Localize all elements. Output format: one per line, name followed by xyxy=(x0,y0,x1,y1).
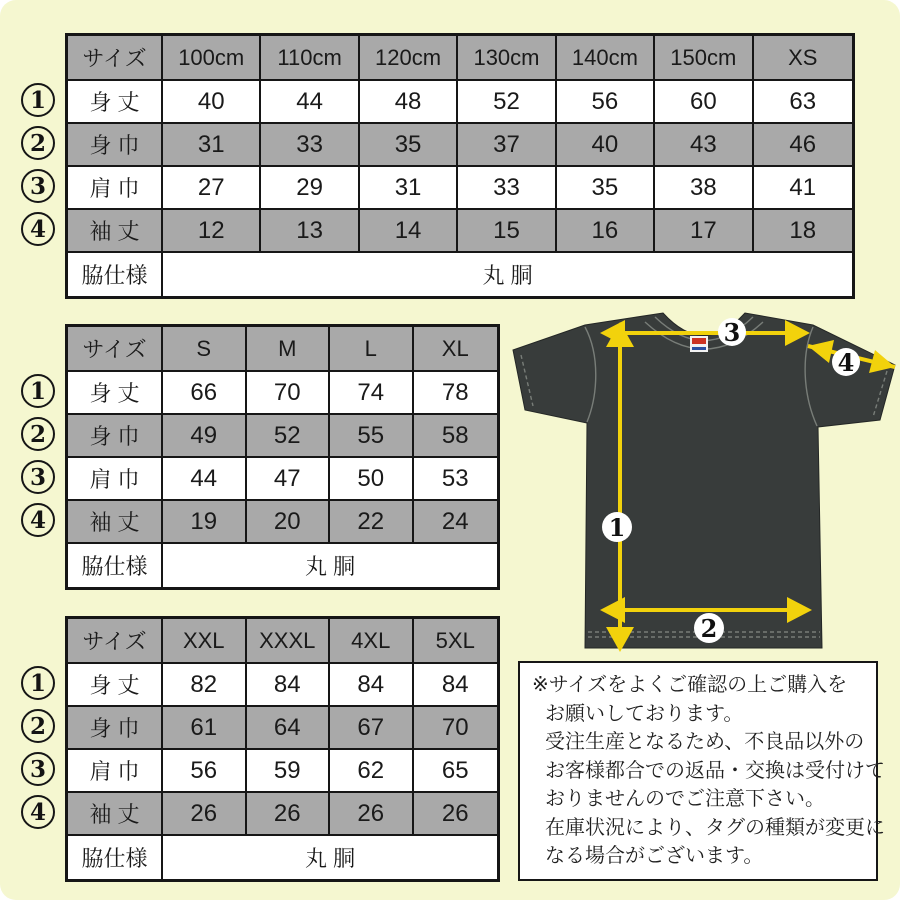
measure-value-kids-1-5: 60 xyxy=(655,81,753,124)
measure-value-kids-2-3: 37 xyxy=(458,124,556,167)
measure-value-kids-3-1: 29 xyxy=(261,167,359,210)
row-number-circle-adult-2: 2 xyxy=(21,417,55,451)
note-line-6: 在庫状況により、タグの種類が変更に xyxy=(545,816,885,839)
measure-label-kids-3: 肩 巾 xyxy=(68,167,163,210)
measure-value-adult-3-3: 53 xyxy=(414,458,498,501)
measure-value-plus-3-0: 56 xyxy=(163,750,247,793)
measure-value-plus-3-2: 62 xyxy=(330,750,414,793)
measure-value-plus-3-1: 59 xyxy=(247,750,331,793)
note-line-2: お願いしております。 xyxy=(545,702,744,725)
measure-value-kids-1-3: 52 xyxy=(458,81,556,124)
row-number-circle-kids-3: 3 xyxy=(21,169,55,203)
measure-value-plus-2-1: 64 xyxy=(247,707,331,750)
measure-label-kids-4: 袖 丈 xyxy=(68,210,163,253)
row-number-circle-adult-4: 4 xyxy=(21,503,55,537)
measure-value-plus-2-0: 61 xyxy=(163,707,247,750)
side-spec-row-plus xyxy=(68,836,497,879)
measure-value-kids-3-2: 31 xyxy=(360,167,458,210)
row-number-circle-plus-2: 2 xyxy=(21,709,55,743)
size-col-kids-120cm: 120cm xyxy=(360,36,458,81)
marker-1 xyxy=(602,512,632,542)
measure-label-adult-2: 身 巾 xyxy=(68,415,163,458)
row-number-circle-kids-2: 2 xyxy=(21,126,55,160)
measure-value-adult-4-2: 22 xyxy=(330,501,414,544)
marker-2 xyxy=(694,613,724,643)
measure-value-kids-2-0: 31 xyxy=(163,124,261,167)
measure-value-kids-2-1: 33 xyxy=(261,124,359,167)
measure-value-adult-1-3: 78 xyxy=(414,372,498,415)
measure-row-kids-4 xyxy=(68,210,852,253)
size-col-kids-130cm: 130cm xyxy=(458,36,556,81)
measure-value-adult-1-0: 66 xyxy=(163,372,247,415)
note-line-4: お客様都合での返品・交換は受付けて xyxy=(545,759,885,782)
size-col-kids-100cm: 100cm xyxy=(163,36,261,81)
measure-label-plus-3: 肩 巾 xyxy=(68,750,163,793)
measure-label-plus-1: 身 丈 xyxy=(68,664,163,707)
measure-row-kids-1 xyxy=(68,81,852,124)
side-spec-value-kids: 丸 胴 xyxy=(163,253,852,296)
measure-row-plus-4 xyxy=(68,793,497,836)
measure-label-adult-4: 袖 丈 xyxy=(68,501,163,544)
note-line-5: おりませんのでご注意下さい。 xyxy=(545,788,825,810)
purchase-note-box xyxy=(518,661,885,881)
measure-row-adult-2 xyxy=(68,415,497,458)
collar-tag xyxy=(690,336,708,352)
measure-value-kids-4-0: 12 xyxy=(163,210,261,253)
row-number-circle-kids-4: 4 xyxy=(21,212,55,246)
measure-value-plus-4-3: 26 xyxy=(414,793,498,836)
measure-value-kids-3-5: 38 xyxy=(655,167,753,210)
measure-value-adult-4-3: 24 xyxy=(414,501,498,544)
row-number-circle-adult-1: 1 xyxy=(21,374,55,408)
measure-value-adult-2-0: 49 xyxy=(163,415,247,458)
size-col-kids-150cm: 150cm xyxy=(655,36,753,81)
measure-row-plus-3 xyxy=(68,750,497,793)
size-col-plus-5XL: 5XL xyxy=(414,619,498,664)
measure-value-kids-3-0: 27 xyxy=(163,167,261,210)
measure-value-kids-3-3: 33 xyxy=(458,167,556,210)
side-spec-row-adult xyxy=(68,544,497,587)
measure-row-adult-4 xyxy=(68,501,497,544)
measure-value-kids-4-6: 18 xyxy=(754,210,852,253)
size-table-plus xyxy=(65,616,500,882)
size-col-plus-XXL: XXL xyxy=(163,619,247,664)
measure-value-kids-1-0: 40 xyxy=(163,81,261,124)
measure-value-kids-1-6: 63 xyxy=(754,81,852,124)
size-col-kids-XS: XS xyxy=(754,36,852,81)
measure-value-adult-4-1: 20 xyxy=(247,501,331,544)
measure-value-plus-3-3: 65 xyxy=(414,750,498,793)
measure-value-kids-4-5: 17 xyxy=(655,210,753,253)
svg-text:2: 2 xyxy=(700,614,718,643)
measure-value-kids-2-6: 46 xyxy=(754,124,852,167)
size-table-block-adult xyxy=(29,324,500,590)
measure-row-adult-1 xyxy=(68,372,497,415)
note-line-7: なる場合がございます。 xyxy=(545,845,764,867)
measure-label-plus-4: 袖 丈 xyxy=(68,793,163,836)
row-number-circle-adult-3: 3 xyxy=(21,460,55,494)
side-spec-value-plus: 丸 胴 xyxy=(163,836,497,879)
measure-value-adult-1-1: 70 xyxy=(247,372,331,415)
size-col-adult-XL: XL xyxy=(414,327,498,372)
measure-row-kids-2 xyxy=(68,124,852,167)
svg-text:1: 1 xyxy=(608,513,626,542)
measure-value-adult-2-2: 55 xyxy=(330,415,414,458)
svg-text:4: 4 xyxy=(837,348,855,377)
size-table-block-kids xyxy=(29,33,855,299)
side-spec-label-adult: 脇仕様 xyxy=(68,544,163,587)
measure-value-plus-4-0: 26 xyxy=(163,793,247,836)
measure-label-kids-2: 身 巾 xyxy=(68,124,163,167)
size-header-label-adult: サイズ xyxy=(68,327,163,372)
measure-value-kids-1-2: 48 xyxy=(360,81,458,124)
tshirt-measurement-diagram xyxy=(505,300,900,660)
note-line-3: 受注生産となるため、不良品以外の xyxy=(545,731,865,753)
measure-value-adult-2-3: 58 xyxy=(414,415,498,458)
size-table-block-plus xyxy=(29,616,500,882)
row-number-circle-plus-4: 4 xyxy=(21,795,55,829)
row-number-circle-plus-1: 1 xyxy=(21,666,55,700)
size-table-kids xyxy=(65,33,855,299)
measure-value-kids-1-4: 56 xyxy=(557,81,655,124)
measure-value-kids-2-2: 35 xyxy=(360,124,458,167)
size-header-label-kids: サイズ xyxy=(68,36,163,81)
measure-value-kids-3-4: 35 xyxy=(557,167,655,210)
measure-value-plus-4-2: 26 xyxy=(330,793,414,836)
measure-value-plus-1-0: 82 xyxy=(163,664,247,707)
size-col-adult-M: M xyxy=(247,327,331,372)
side-spec-label-plus: 脇仕様 xyxy=(68,836,163,879)
measure-row-plus-2 xyxy=(68,707,497,750)
measure-value-kids-3-6: 41 xyxy=(754,167,852,210)
measure-value-adult-2-1: 52 xyxy=(247,415,331,458)
measure-value-kids-4-2: 14 xyxy=(360,210,458,253)
row-number-circle-kids-1: 1 xyxy=(21,83,55,117)
measure-value-plus-2-2: 67 xyxy=(330,707,414,750)
size-header-label-plus: サイズ xyxy=(68,619,163,664)
measure-label-kids-1: 身 丈 xyxy=(68,81,163,124)
measure-value-kids-1-1: 44 xyxy=(261,81,359,124)
size-col-plus-4XL: 4XL xyxy=(330,619,414,664)
measure-label-adult-1: 身 丈 xyxy=(68,372,163,415)
note-line-1: ※サイズをよくご確認の上ご購入を xyxy=(532,674,848,696)
measure-value-adult-3-2: 50 xyxy=(330,458,414,501)
size-col-plus-XXXL: XXXL xyxy=(247,619,331,664)
measure-value-kids-4-1: 13 xyxy=(261,210,359,253)
measure-value-kids-4-3: 15 xyxy=(458,210,556,253)
measure-value-plus-4-1: 26 xyxy=(247,793,331,836)
row-number-circle-plus-3: 3 xyxy=(21,752,55,786)
measure-value-plus-1-1: 84 xyxy=(247,664,331,707)
measure-value-plus-1-2: 84 xyxy=(330,664,414,707)
measure-row-kids-3 xyxy=(68,167,852,210)
side-spec-row-kids xyxy=(68,253,852,296)
measure-row-plus-1 xyxy=(68,664,497,707)
measure-value-adult-3-1: 47 xyxy=(247,458,331,501)
measure-row-adult-3 xyxy=(68,458,497,501)
measure-value-plus-2-3: 70 xyxy=(414,707,498,750)
measure-value-kids-4-4: 16 xyxy=(557,210,655,253)
side-spec-value-adult: 丸 胴 xyxy=(163,544,497,587)
side-spec-label-kids: 脇仕様 xyxy=(68,253,163,296)
size-col-kids-140cm: 140cm xyxy=(557,36,655,81)
measure-value-plus-1-3: 84 xyxy=(414,664,498,707)
svg-text:3: 3 xyxy=(723,318,741,347)
measure-value-adult-4-0: 19 xyxy=(163,501,247,544)
size-col-kids-110cm: 110cm xyxy=(261,36,359,81)
size-table-adult xyxy=(65,324,500,590)
size-col-adult-L: L xyxy=(330,327,414,372)
measure-label-plus-2: 身 巾 xyxy=(68,707,163,750)
measure-value-kids-2-4: 40 xyxy=(557,124,655,167)
measure-value-kids-2-5: 43 xyxy=(655,124,753,167)
measure-value-adult-1-2: 74 xyxy=(330,372,414,415)
measure-label-adult-3: 肩 巾 xyxy=(68,458,163,501)
measure-value-adult-3-0: 44 xyxy=(163,458,247,501)
size-col-adult-S: S xyxy=(163,327,247,372)
